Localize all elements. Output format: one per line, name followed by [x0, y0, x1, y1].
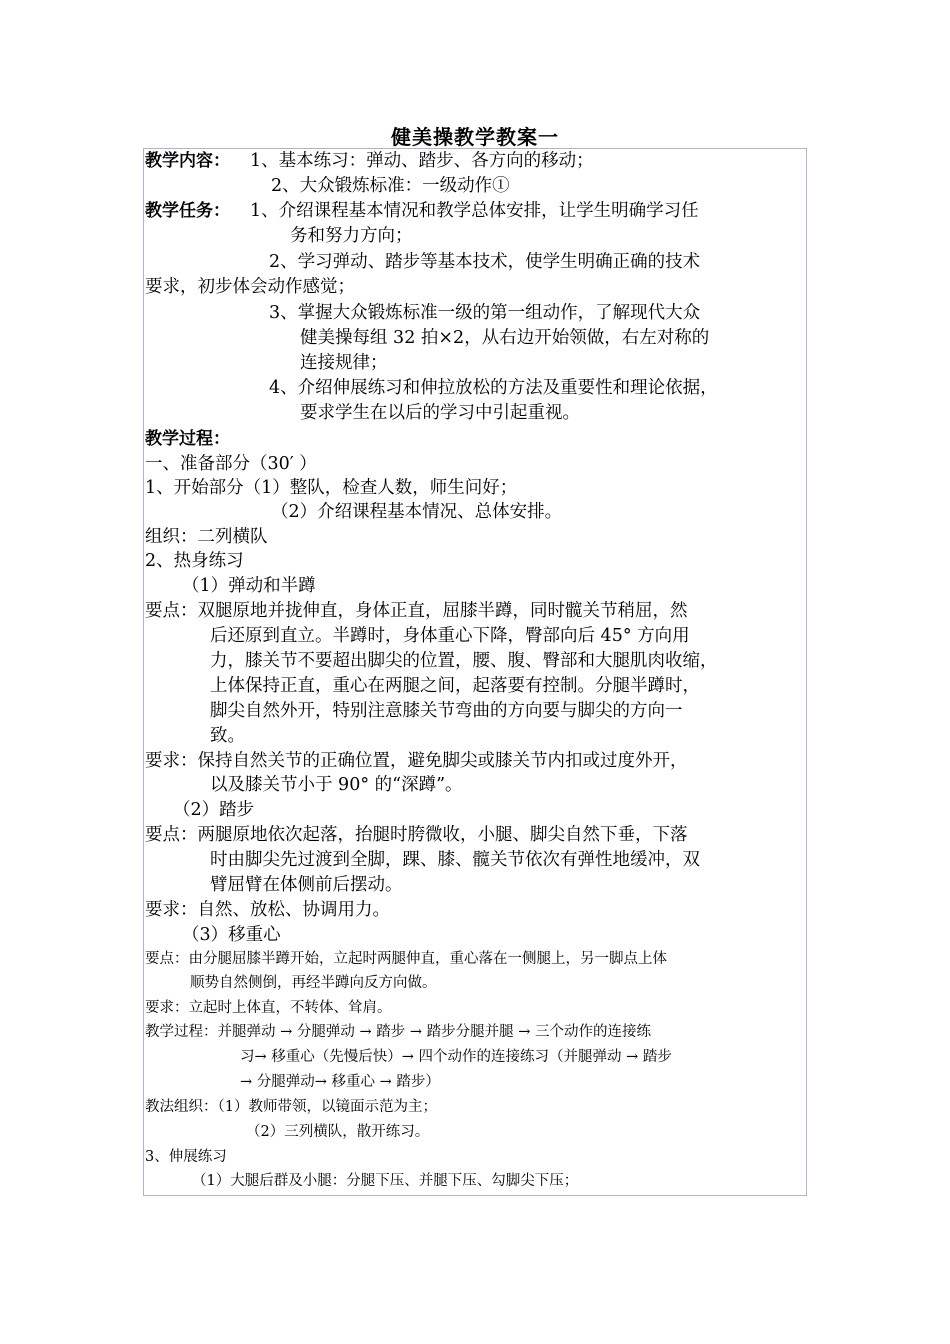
tasks-label: 教学任务：	[145, 201, 230, 221]
key-3a: 要点：由分腿屈膝半蹲开始，立起时两腿伸直，重心落在一侧腿上，另一脚点上体	[145, 951, 667, 967]
stretch-heading: 3、伸展练习	[145, 1149, 227, 1165]
key-2b: 时由脚尖先过渡到全脚，踝、膝、髋关节依次有弹性地缓冲，双	[210, 850, 700, 870]
key-1b: 后还原到直立。半蹲时，身体重心下降，臀部向后 45° 方向用	[210, 626, 690, 646]
task-1b: 务和努力方向；	[290, 226, 413, 246]
req-1b: 以及膝关节小于 90° 的“深蹲”。	[210, 775, 463, 795]
key-1e: 脚尖自然外开，特别注意膝关节弯曲的方向要与脚尖的方向一	[210, 701, 683, 721]
key-1f: 致。	[210, 726, 245, 746]
shift-heading: （3）移重心	[182, 925, 281, 945]
content-line-2: 2、大众锻炼标准：一级动作①	[271, 176, 510, 196]
task-4a: 4、介绍伸展练习和伸拉放松的方法及重要性和理论依据，	[269, 378, 718, 398]
sequence-b: 习→ 移重心（先慢后快）→ 四个动作的连接练习（并腿弹动 → 踏步	[240, 1049, 672, 1065]
stretch-1: （1）大腿后群及小腿：分腿下压、并腿下压、勾脚尖下压；	[192, 1173, 579, 1189]
req-3: 要求：立起时上体直，不转体、耸肩。	[145, 1000, 392, 1016]
start-2: （2）介绍课程基本情况、总体安排。	[271, 502, 563, 522]
content-label: 教学内容：	[145, 151, 230, 171]
organization: 组织：二列横队	[145, 527, 268, 547]
task-3b: 健美操每组 32 拍×2，从右边开始领做，右左对称的	[300, 328, 710, 348]
start-1: 1、开始部分（1）整队，检查人数，师生问好；	[145, 478, 518, 498]
key-1d: 上体保持正直，重心在两腿之间，起落要有控制。分腿半蹲时，	[210, 676, 700, 696]
req-2: 要求：自然、放松、协调用力。	[145, 900, 390, 920]
prep-section: 一、准备部分（30′ ）	[145, 454, 317, 474]
task-2a: 2、学习弹动、踏步等基本技术，使学生明确正确的技术	[269, 252, 701, 272]
bounce-heading: （1）弹动和半蹲	[182, 576, 316, 596]
document-title: 健美操教学教案一	[391, 125, 559, 149]
req-1a: 要求：保持自然关节的正确位置，避免脚尖或膝关节内扣或过度外开，	[145, 751, 688, 771]
key-2c: 臂屈臂在体侧前后摆动。	[210, 875, 403, 895]
warmup-heading: 2、热身练习	[145, 551, 244, 571]
task-3a: 3、掌握大众锻炼标准一级的第一组动作，了解现代大众	[269, 303, 701, 323]
step-heading: （2）踏步	[173, 800, 255, 820]
task-3c: 连接规律；	[300, 353, 388, 373]
task-4b: 要求学生在以后的学习中引起重视。	[300, 403, 580, 423]
key-2a: 要点：两腿原地依次起落，抬腿时胯微收，小腿、脚尖自然下垂，下落	[145, 825, 688, 845]
key-1a: 要点：双腿原地并拢伸直，身体正直，屈膝半蹲，同时髋关节稍屈，然	[145, 601, 688, 621]
process-label: 教学过程：	[145, 429, 230, 449]
sequence-c: → 分腿弹动→ 移重心 → 踏步）	[240, 1074, 440, 1090]
method-b: （2）三列横队，散开练习。	[246, 1124, 430, 1140]
task-2b: 要求，初步体会动作感觉；	[145, 277, 355, 297]
key-3b: 顺势自然侧倒，再经半蹲向反方向做。	[190, 975, 437, 991]
sequence-a: 教学过程：并腿弹动 → 分腿弹动 → 踏步 → 踏步分腿并腿 → 三个动作的连接练	[145, 1024, 651, 1040]
method-a: 教法组织：（1）教师带领，以镜面示范为主；	[145, 1099, 437, 1115]
content-line-1: 1、基本练习：弹动、踏步、各方向的移动；	[250, 151, 594, 171]
task-1a: 1、介绍课程基本情况和教学总体安排，让学生明确学习任	[250, 201, 699, 221]
key-1c: 力，膝关节不要超出脚尖的位置，腰、腹、臀部和大腿肌肉收缩，	[210, 651, 718, 671]
